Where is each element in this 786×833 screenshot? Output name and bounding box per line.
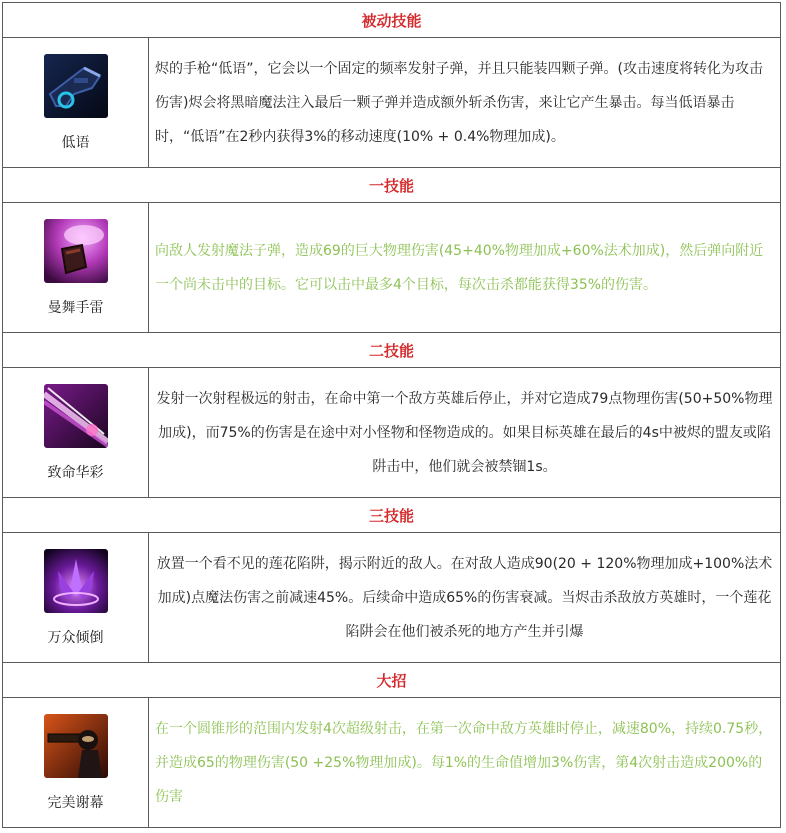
- captive-audience-icon: [44, 549, 108, 613]
- section-header-row: [3, 498, 781, 533]
- section-header: 被动技能: [3, 3, 781, 38]
- skill-name: 致命华彩: [47, 464, 104, 481]
- section-header: 二技能: [3, 333, 781, 368]
- skill-description: 发射一次射程极远的射击，在命中第一个敌方英雄后停止，并对它造成79点物理伤害(50+50%物理加成)，而75%的伤害是在途中对小怪物和怪物造成的。如果目标英雄在最后的4s中被烬的盟友或陷阱击中，他们就会被禁锢1s。: [149, 368, 781, 498]
- skill-row: [3, 698, 781, 828]
- skill-name: 完美谢幕: [47, 794, 104, 811]
- skill-icon-cell: [3, 368, 149, 498]
- skill-icon-cell: [3, 203, 149, 333]
- skills-table: [2, 2, 781, 828]
- skill-row: [3, 368, 781, 498]
- skill-icon-cell: [3, 533, 149, 663]
- dancing-grenade-icon: [44, 219, 108, 283]
- whisper-pistol-icon: [44, 54, 108, 118]
- section-header: 三技能: [3, 498, 781, 533]
- section-header: 一技能: [3, 168, 781, 203]
- skill-row: [3, 203, 781, 333]
- skill-name: 万众倾倒: [47, 629, 104, 646]
- section-header-row: [3, 3, 781, 38]
- skill-description: 向敌人发射魔法子弹，造成69的巨大物理伤害(45+40%物理加成+60%法术加成)，然后弹向附近一个尚未击中的目标。它可以击中最多4个目标，每次击杀都能获得35%的伤害。: [149, 203, 781, 333]
- skill-icon-cell: [3, 38, 149, 168]
- skill-name: 低语: [61, 134, 90, 151]
- curtain-call-icon: [44, 714, 108, 778]
- section-header: 大招: [3, 663, 781, 698]
- skill-description: 放置一个看不见的莲花陷阱，揭示附近的敌人。在对敌人造成90(20 + 120%物理加成+100%法术加成)点魔法伤害之前减速45%。后续命中造成65%的伤害衰减。当烬击杀敌放方英雄时，一个莲花陷阱会在他们被杀死的地方产生并引爆: [149, 533, 781, 663]
- skill-row: [3, 38, 781, 168]
- section-header-row: [3, 168, 781, 203]
- section-header-row: [3, 663, 781, 698]
- deadly-flourish-icon: [44, 384, 108, 448]
- skill-icon-cell: [3, 698, 149, 828]
- section-header-row: [3, 333, 781, 368]
- skill-row: [3, 533, 781, 663]
- skill-description: 在一个圆锥形的范围内发射4次超级射击，在第一次命中敌方英雄时停止，减速80%，持续0.75秒，并造成65的物理伤害(50 +25%物理加成)。每1%的生命值增加3%伤害，第4次射击造成200%的伤害: [149, 698, 781, 828]
- skill-name: 曼舞手雷: [47, 299, 104, 316]
- skill-description: 烬的手枪“低语”，它会以一个固定的频率发射子弹，并且只能装四颗子弹。(攻击速度将转化为攻击伤害)烬会将黑暗魔法注入最后一颗子弹并造成额外斩杀伤害，来让它产生暴击。每当低语暴击时，“低语”在2秒内获得3%的移动速度(10% + 0.4%物理加成)。: [149, 38, 781, 168]
